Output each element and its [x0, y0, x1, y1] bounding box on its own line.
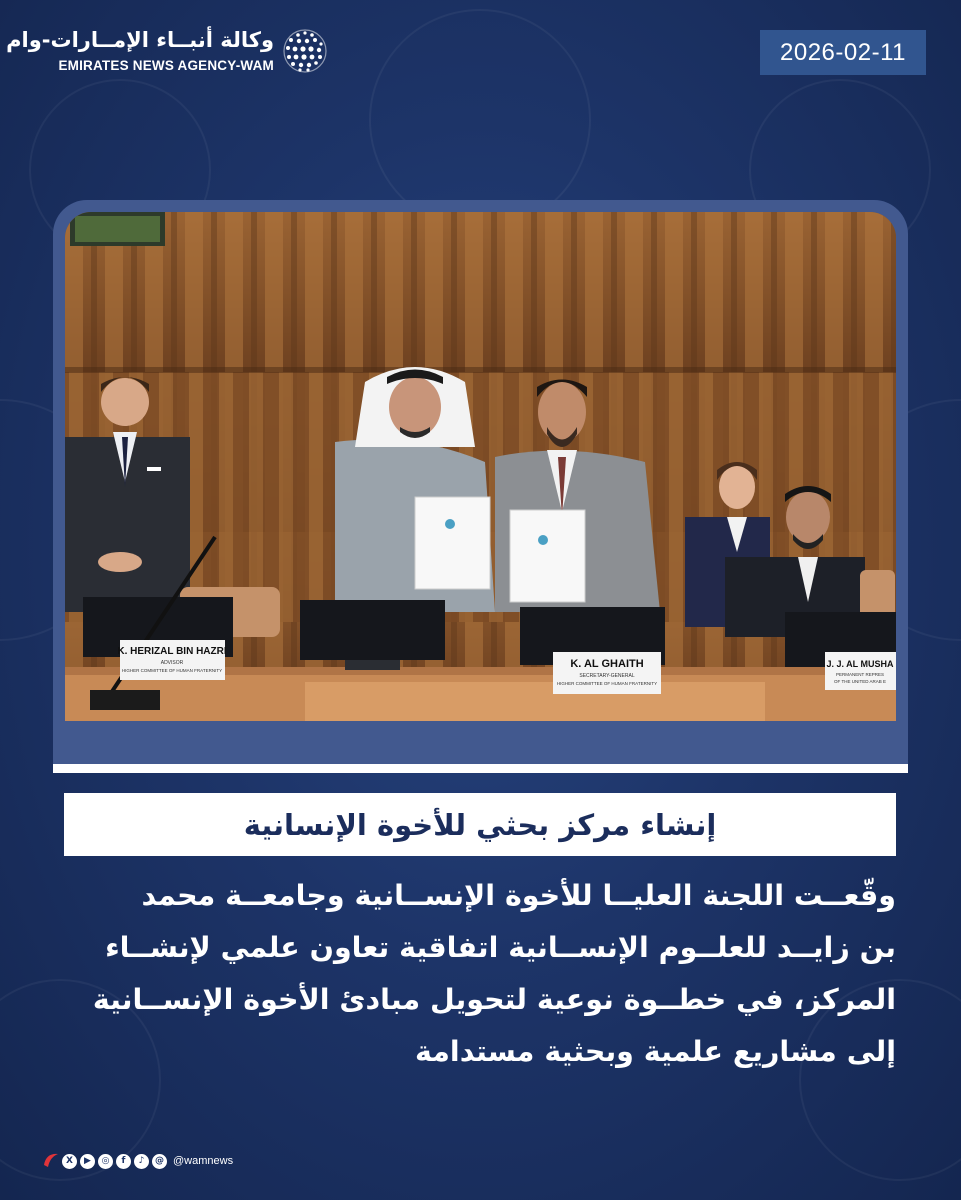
headline: إنشاء مركز بحثي للأخوة الإنسانية [243, 807, 717, 842]
svg-text:SECRETARY-GENERAL: SECRETARY-GENERAL [579, 673, 635, 679]
body-line: المركز، في خطــوة نوعية لتحويل مبادئ الأخوة الإنســانية [92, 983, 896, 1016]
agency-logo[interactable] [6, 26, 328, 82]
article-body [64, 870, 896, 1078]
body-line: إلى مشاريع علمية وبحثية مستدامة [415, 1035, 896, 1068]
body-line: بن زايــد للعلــوم الإنســانية اتفاقية تعاون علمي لإنشــاء [105, 931, 896, 964]
svg-text:K. AL GHAITH: K. AL GHAITH [570, 658, 644, 670]
tiktok-icon[interactable]: ♪ [134, 1154, 149, 1169]
divider-line [53, 764, 908, 773]
instagram-icon[interactable]: ◎ [98, 1154, 113, 1169]
svg-text:PERMANENT REPRES: PERMANENT REPRES [836, 672, 884, 677]
svg-text:J. J. AL MUSHA: J. J. AL MUSHA [826, 659, 894, 669]
brand-swoosh-icon [42, 1151, 60, 1171]
agency-name-arabic: وكالة أنبــاء الإمــارات-وام [6, 28, 274, 52]
body-line: وقّعــت اللجنة العليــا للأخوة الإنســانية وجامعــة محمد [141, 879, 896, 912]
threads-icon[interactable]: @ [152, 1154, 167, 1169]
x-icon[interactable]: X [62, 1154, 77, 1169]
signing-ceremony-illustration [65, 212, 896, 721]
date-badge: 2026-02-11 [760, 30, 926, 75]
svg-text:K. HERIZAL BIN HAZRI: K. HERIZAL BIN HAZRI [117, 646, 227, 657]
news-photo [65, 212, 896, 721]
youtube-icon[interactable]: ▶ [80, 1154, 95, 1169]
nameplate-center [553, 652, 661, 694]
globe-logo-icon [282, 28, 328, 74]
svg-text:OF THE UNITED ARAB E: OF THE UNITED ARAB E [834, 679, 886, 684]
social-bar [42, 1148, 233, 1174]
photo-frame [53, 200, 908, 766]
nameplate-right [825, 652, 896, 690]
social-handle[interactable]: @wamnews [173, 1155, 234, 1167]
facebook-icon[interactable]: f [116, 1154, 131, 1169]
headline-box [64, 793, 896, 856]
agency-name-english: EMIRATES NEWS AGENCY-WAM [58, 58, 274, 73]
svg-text:HIGHER COMMITTEE OF HUMAN FRAT: HIGHER COMMITTEE OF HUMAN FRATERNITY [121, 668, 223, 673]
svg-text:ADVISOR: ADVISOR [160, 660, 184, 666]
nameplate-left [117, 640, 226, 680]
svg-text:HIGHER COMMITTEE OF HUMAN FRAT: HIGHER COMMITTEE OF HUMAN FRATERNITY [556, 681, 658, 686]
